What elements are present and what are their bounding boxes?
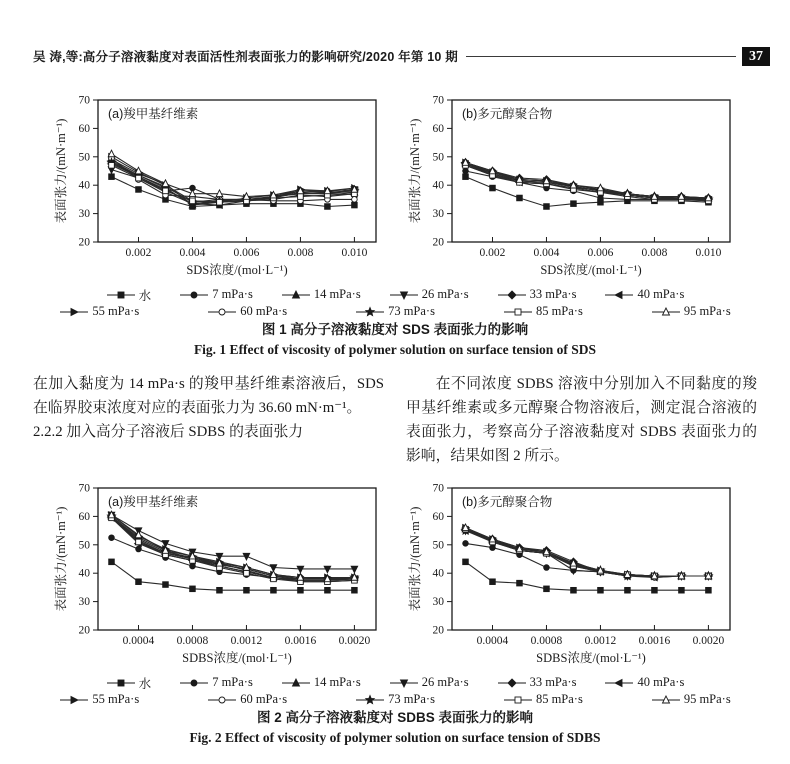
x-tick-label: 0.0012	[230, 635, 263, 647]
legend-item	[497, 675, 577, 690]
square-marker-icon	[106, 289, 136, 301]
body-right-column	[406, 372, 757, 468]
legend-item	[106, 674, 152, 692]
y-tick-label: 60	[78, 510, 90, 523]
x-tick-label: 0.006	[587, 247, 614, 259]
x-tick-label: 0.0008	[176, 635, 209, 647]
plot-frame	[98, 488, 376, 630]
x-tick-label: 0.002	[479, 247, 506, 259]
legend-label: 7 mPa·s	[212, 287, 253, 301]
legend-row	[25, 691, 764, 708]
x-tick-label: 0.0004	[122, 635, 155, 647]
x-tick-label: 0.004	[179, 247, 206, 259]
figure1-charts	[0, 92, 790, 284]
legend-item	[651, 692, 731, 707]
legend-row	[25, 303, 764, 320]
x-tick-label: 0.0016	[284, 635, 317, 647]
circle-marker-icon	[207, 306, 237, 318]
legend-label: 55 mPa·s	[92, 304, 140, 318]
legend-label: 73 mPa·s	[388, 692, 435, 706]
figure1-legend	[0, 286, 790, 320]
series-line	[466, 165, 709, 201]
x-axis-title: SDBS浓度/(mol·L⁻¹)	[182, 651, 292, 665]
y-axis-title: 表面张力/(mN·m⁻¹)	[54, 118, 68, 224]
running-header	[33, 46, 770, 66]
legend-item	[281, 675, 361, 690]
x-axis-title: SDS浓度/(mol·L⁻¹)	[186, 263, 288, 277]
series-line	[112, 518, 355, 582]
y-tick-label: 60	[432, 510, 444, 523]
legend-label: 33 mPa·s	[529, 675, 577, 689]
triangle-down-marker-icon	[389, 677, 419, 689]
legend-label: 水	[138, 288, 152, 303]
legend-label: 55 mPa·s	[92, 692, 140, 706]
circle-marker-icon	[207, 694, 237, 706]
y-tick-label: 50	[78, 151, 90, 164]
figure2-legend	[0, 674, 790, 708]
series-line	[112, 170, 355, 204]
y-tick-label: 30	[78, 596, 90, 609]
body-left-column	[33, 372, 384, 468]
y-tick-label: 70	[432, 94, 444, 107]
star-marker-icon	[355, 306, 385, 318]
legend-item	[59, 692, 139, 707]
series-line	[466, 163, 709, 199]
y-axis-title: 表面张力/(mN·m⁻¹)	[408, 118, 422, 224]
y-axis-title: 表面张力/(mN·m⁻¹)	[54, 506, 68, 612]
figure1-caption-cn: 图 1 高分子溶液黏度对 SDS 表面张力的影响	[261, 322, 529, 337]
figure2-caption-en: Fig. 2 Effect of viscosity of polymer solution on surface tension of SDBS	[189, 730, 601, 745]
x-tick-label: 0.008	[287, 247, 314, 259]
legend-item	[179, 675, 253, 690]
y-tick-label: 40	[78, 567, 90, 580]
x-tick-label: 0.0012	[584, 635, 617, 647]
legend-label: 73 mPa·s	[388, 304, 435, 318]
legend-label: 33 mPa·s	[529, 287, 577, 301]
series-line	[112, 562, 355, 590]
legend-item	[503, 304, 583, 319]
x-tick-label: 0.006	[233, 247, 260, 259]
triangle-up-marker-icon	[651, 306, 681, 318]
y-tick-label: 30	[432, 208, 444, 221]
square-marker-icon	[106, 677, 136, 689]
triangle-up-marker-icon	[281, 289, 311, 301]
figure2-caption-cn: 图 2 高分子溶液黏度对 SDBS 表面张力的影响	[256, 710, 534, 725]
series-line	[466, 163, 709, 199]
x-axis-title: SDBS浓度/(mol·L⁻¹)	[536, 651, 646, 665]
circle-marker-icon	[179, 289, 209, 301]
y-tick-label: 50	[78, 539, 90, 552]
series-line	[112, 163, 355, 206]
legend-item	[106, 286, 152, 304]
series-line	[112, 165, 355, 202]
page-number-badge: 37	[742, 47, 770, 66]
legend-label: 95 mPa·s	[683, 692, 731, 706]
body-text	[0, 372, 790, 468]
legend-item	[281, 287, 361, 302]
y-tick-label: 70	[432, 482, 444, 495]
legend-label: 40 mPa·s	[637, 287, 685, 301]
x-tick-label: 0.008	[641, 247, 668, 259]
legend-label: 85 mPa·s	[535, 304, 583, 318]
series-line	[466, 164, 709, 198]
header-rule	[466, 56, 736, 57]
y-tick-label: 20	[78, 236, 90, 249]
legend-item	[355, 692, 435, 707]
legend-item	[355, 304, 435, 319]
legend-item	[604, 287, 684, 302]
figure2-chart-a	[52, 480, 384, 672]
legend-item	[59, 304, 139, 319]
y-tick-label: 50	[432, 539, 444, 552]
y-tick-label: 30	[78, 208, 90, 221]
x-tick-label: 0.010	[695, 247, 722, 259]
legend-label: 26 mPa·s	[421, 675, 469, 689]
section-heading: 2.2.2 加入高分子溶液后 SDBS 的表面张力	[33, 424, 304, 440]
triangle-right-marker-icon	[59, 694, 89, 706]
series-line	[466, 531, 709, 578]
x-tick-label: 0.0020	[692, 635, 725, 647]
legend-item	[207, 692, 287, 707]
y-axis-title: 表面张力/(mN·m⁻¹)	[408, 506, 422, 612]
panel-label: (b)多元醇聚合物	[462, 495, 553, 509]
legend-item	[503, 692, 583, 707]
legend-item	[389, 287, 469, 302]
y-tick-label: 40	[78, 179, 90, 192]
legend-label: 14 mPa·s	[313, 287, 361, 301]
series-line	[466, 164, 709, 201]
diamond-marker-icon	[497, 289, 527, 301]
triangle-down-marker-icon	[389, 289, 419, 301]
y-tick-label: 50	[432, 151, 444, 164]
legend-label: 7 mPa·s	[212, 675, 253, 689]
legend-label: 14 mPa·s	[313, 675, 361, 689]
figure1-chart-b	[406, 92, 738, 284]
x-tick-label: 0.0016	[638, 635, 671, 647]
legend-label: 26 mPa·s	[421, 287, 469, 301]
legend-item	[179, 287, 253, 302]
legend-label: 85 mPa·s	[535, 692, 583, 706]
legend-label: 水	[138, 676, 152, 691]
y-tick-label: 20	[432, 236, 444, 249]
legend-row	[92, 674, 699, 691]
legend-label: 40 mPa·s	[637, 675, 685, 689]
y-tick-label: 40	[432, 567, 444, 580]
running-title: 吴 涛,等:高分子溶液黏度对表面活性剂表面张力的影响研究/2020 年第 10 期	[33, 50, 458, 64]
triangle-right-marker-icon	[59, 306, 89, 318]
left-paragraph: 在加入黏度为 14 mPa·s 的羧甲基纤维素溶液后，SDS 在临界胶束浓度对应的表面张力为 36.60 mN·m⁻¹。	[33, 376, 384, 416]
series-line	[112, 538, 355, 582]
legend-label: 95 mPa·s	[683, 304, 731, 318]
figure2-chart-b	[406, 480, 738, 672]
legend-item	[207, 304, 287, 319]
star-marker-icon	[355, 694, 385, 706]
triangle-left-marker-icon	[604, 289, 634, 301]
series-line	[466, 529, 709, 577]
panel-label: (a)羧甲基纤维素	[108, 495, 199, 509]
figure1-caption-en: Fig. 1 Effect of viscosity of polymer solution on surface tension of SDS	[193, 342, 597, 357]
triangle-up-marker-icon	[281, 677, 311, 689]
legend-row	[92, 286, 699, 303]
legend-item	[604, 675, 684, 690]
triangle-up-marker-icon	[651, 694, 681, 706]
y-tick-label: 40	[432, 179, 444, 192]
y-tick-label: 60	[432, 122, 444, 135]
diamond-marker-icon	[497, 677, 527, 689]
legend-item	[651, 304, 731, 319]
y-tick-label: 70	[78, 94, 90, 107]
legend-item	[497, 287, 577, 302]
y-tick-label: 60	[78, 122, 90, 135]
x-tick-label: 0.002	[125, 247, 152, 259]
right-paragraph: 在不同浓度 SDBS 溶液中分别加入不同黏度的羧甲基纤维素或多元醇聚合物溶液后，测定混合溶液的表面张力，考察高分子溶液黏度对 SDBS 表面张力的影响，结果如图 2 所示。	[406, 376, 757, 464]
panel-label: (a)羧甲基纤维素	[108, 107, 199, 121]
series-line	[466, 177, 709, 207]
circle-marker-icon	[179, 677, 209, 689]
figure1-chart-a	[52, 92, 384, 284]
x-tick-label: 0.0004	[476, 635, 509, 647]
y-tick-label: 20	[78, 624, 90, 637]
y-tick-label: 70	[78, 482, 90, 495]
x-tick-label: 0.0020	[338, 635, 371, 647]
y-tick-label: 30	[432, 596, 444, 609]
series-line	[466, 529, 709, 576]
y-tick-label: 20	[432, 624, 444, 637]
series-line	[466, 163, 709, 200]
square-marker-icon	[503, 694, 533, 706]
legend-label: 60 mPa·s	[240, 304, 288, 318]
legend-label: 60 mPa·s	[240, 692, 288, 706]
square-marker-icon	[503, 306, 533, 318]
figure2-charts	[0, 480, 790, 672]
x-tick-label: 0.004	[533, 247, 560, 259]
triangle-left-marker-icon	[604, 677, 634, 689]
panel-label: (b)多元醇聚合物	[462, 107, 553, 121]
x-tick-label: 0.010	[341, 247, 368, 259]
x-axis-title: SDS浓度/(mol·L⁻¹)	[540, 263, 642, 277]
x-tick-label: 0.0008	[530, 635, 563, 647]
legend-item	[389, 675, 469, 690]
plot-frame	[452, 488, 730, 630]
series-line	[112, 518, 355, 581]
